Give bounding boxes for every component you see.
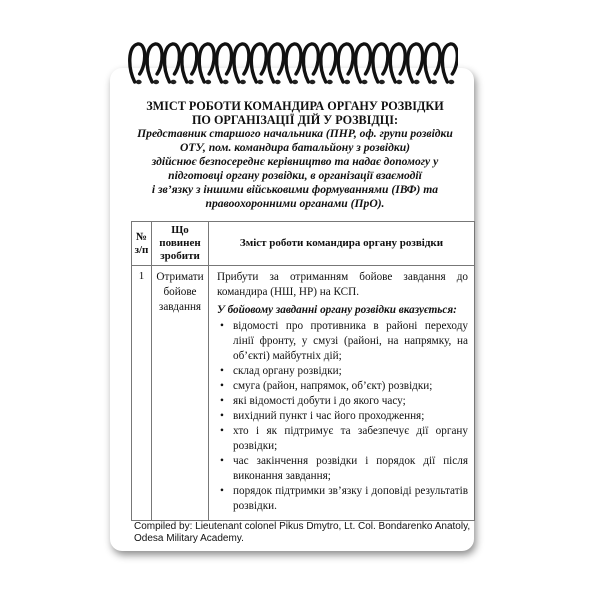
list-item: • хто і як підтримує та забезпечує дії органу розвідки; <box>227 424 468 454</box>
list-item: • відомості про противника в районі переходу лінії фронту, у смузі (районі, на напрямку, на об’єкті) майбутніх дій; <box>227 319 468 364</box>
title-line-2: ПО ОРГАНІЗАЦІЇ ДІЙ У РОЗВІДЦІ: <box>191 113 399 127</box>
row-subheading: У бойовому завданні органу розвідки вказується: <box>217 304 457 316</box>
footer-credits: Compiled by: Lieutenant colonel Pikus Dmytro, Lt. Col. Bondarenko Anatoly, Odesa Military Academy. <box>134 521 471 544</box>
row-action: Отримати бойове завдання <box>152 266 209 521</box>
subtitle-line: ОТУ, пом. командира батальйону з розвідки) <box>179 141 411 154</box>
list-item: • склад органу розвідки; <box>227 364 468 379</box>
subtitle-line: і зв’язку з іншими військовими формуваннями (ІВФ) та <box>151 183 439 196</box>
subtitle-line: здійснює безпосереднє керівництво та надає допомогу у <box>151 155 439 168</box>
task-list <box>217 319 468 514</box>
subtitle-line: підготовці органу розвідки, в організації взаємодії <box>168 169 422 182</box>
row-intro: Прибути за отриманням бойове завдання до командира (НШ, НР) на КСП. <box>217 271 468 298</box>
header-content: Зміст роботи командира органу розвідки <box>209 222 475 266</box>
subtitle-line: правоохоронними органами (ПрО). <box>205 197 385 210</box>
header-number: № з/п <box>132 222 152 266</box>
table-row <box>132 266 475 521</box>
title-line-1: ЗМІСТ РОБОТИ КОМАНДИРА ОРГАНУ РОЗВІДКИ <box>146 99 444 113</box>
row-content <box>209 266 475 521</box>
tasks-table <box>131 221 475 521</box>
table-header-row <box>132 222 475 266</box>
header-action: Що повинен зробити <box>152 222 209 266</box>
subtitle-line: Представник старшого начальника (ПНР, оф. групи розвідки <box>137 127 453 140</box>
spiral-binding-icon <box>128 38 458 90</box>
header-block <box>130 99 460 211</box>
row-number: 1 <box>132 266 152 521</box>
list-item: • смуга (район, напрямок, об’єкт) розвідки; <box>227 379 468 394</box>
list-item: • порядок підтримки зв’язку і доповіді результатів розвідки. <box>227 484 468 514</box>
list-item: • час закінчення розвідки і порядок дії після виконання завдання; <box>227 454 468 484</box>
list-item: • які відомості добути і до якого часу; <box>227 394 468 409</box>
list-item: • вихідний пункт і час його проходження; <box>227 409 468 424</box>
